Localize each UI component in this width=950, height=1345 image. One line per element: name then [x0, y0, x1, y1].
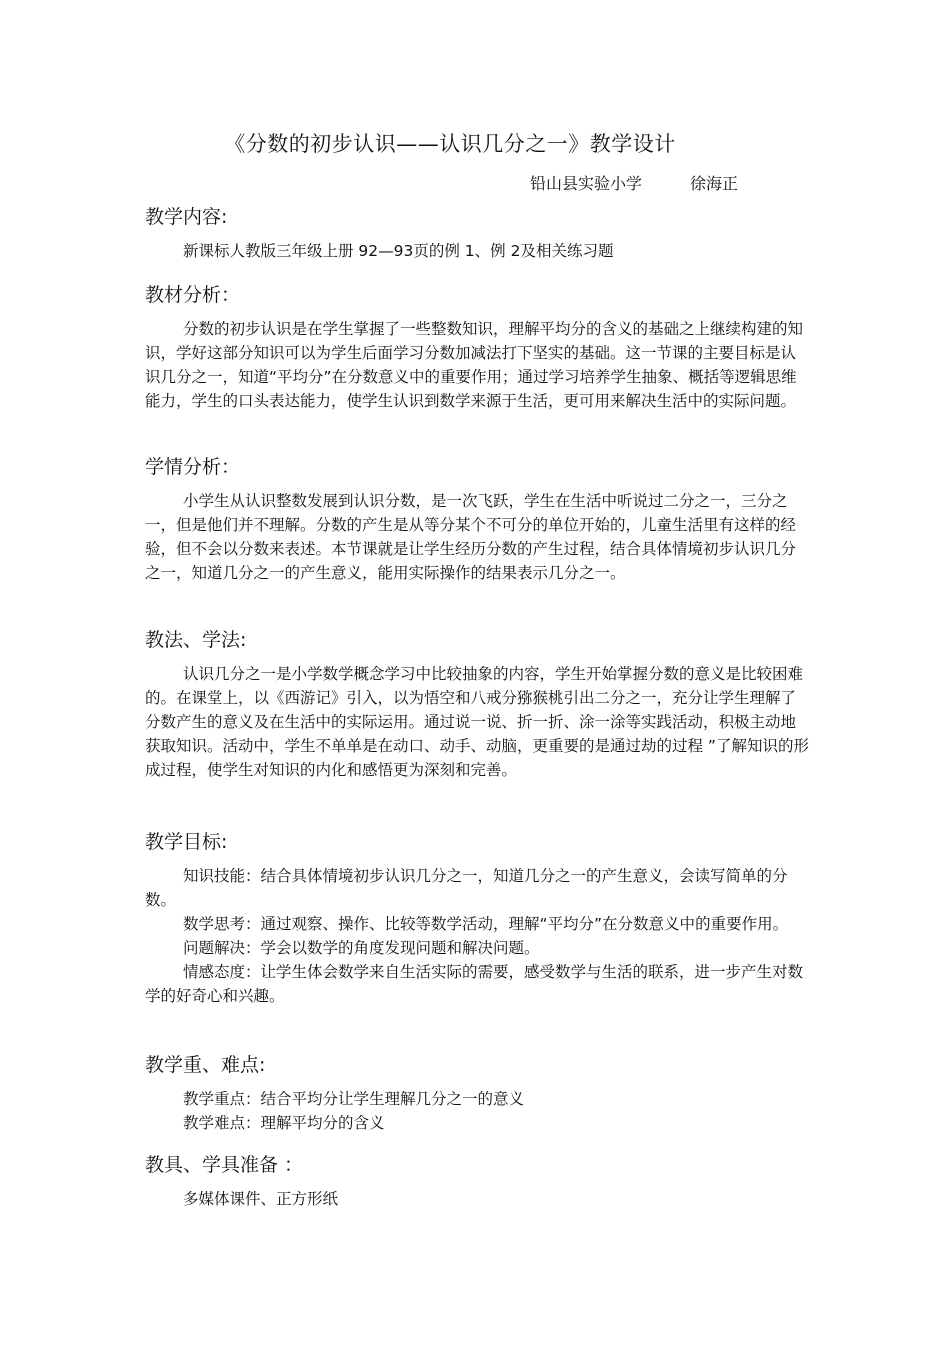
section-heading: 教学目标: [145, 831, 228, 853]
section-heading: 教学内容: [145, 206, 228, 228]
section-key-points [145, 1053, 810, 1135]
section-paragraph: 认识几分之一是小学数学概念学习中比较抽象的内容，学生开始掌握分数的意义是比较困难的。在课堂上，以《西游记》引入，以为悟空和八戒分猕猴桃引出二分之一，充分让学生理解了分数产生的意义及在生活中的实际运用。通过说一说、折一折、涂一涂等实践活动，积极主动地获取知识。活动中，学生不单单是在动口、动手、动脑，更重要的是通过劫的过程 ”了解知识的形成过程，使学生对知识的内化和感悟更为深刻和完善。 [145, 665, 809, 779]
school-name: 铅山县实验小学 [530, 174, 643, 193]
section-heading: 教材分析： [145, 284, 241, 306]
section-material-analysis [145, 283, 810, 413]
byline [530, 171, 738, 194]
key-point: 教学重点：结合平均分让学生理解几分之一的意义 [183, 1090, 525, 1108]
section-text: 新课标人教版三年级上册 92—93页的例 1、例 2及相关练习题 [183, 242, 614, 260]
section-text: 多媒体课件、正方形纸 [183, 1190, 339, 1208]
section-paragraph: 分数的初步认识是在学生掌握了一些整数知识，理解平均分的含义的基础之上继续构建的知识，学好这部分知识可以为学生后面学习分数加减法打下坚实的基础。这一节课的主要目标是认识几分之一，知道“平均分”在分数意义中的重要作用；通过学习培养学生抽象、概括等逻辑思维能力，学生的口头表达能力，使学生认识到数学来源于生活，更可用来解决生活中的实际问题。 [145, 320, 804, 410]
section-teaching-goals [145, 830, 810, 1008]
goal-item: 知识技能：结合具体情境初步认识几分之一，知道几分之一的产生意义，会读写简单的分数。 [145, 867, 788, 909]
section-paragraph: 小学生从认识整数发展到认识分数，是一次飞跃，学生在生活中听说过二分之一，三分之一，但是他们并不理解。分数的产生是从等分某个不可分的单位开始的，儿童生活里有这样的经验，但不会以分数来表述。本节课就是让学生经历分数的产生过程，结合具体情境初步认识几分之一，知道几分之一的产生意义，能用实际操作的结果表示几分之一。 [145, 492, 797, 582]
section-methods [145, 628, 810, 782]
goal-item: 问题解决：学会以数学的角度发现问题和解决问题。 [183, 939, 540, 957]
goal-item: 数学思考：通过观察、操作、比较等数学活动，理解“平均分”在分数意义中的重要作用。 [183, 915, 789, 933]
section-heading: 教法、学法: [145, 629, 247, 651]
section-preparation [145, 1153, 810, 1211]
document-title: 《分数的初步认识——认识几分之一》教学设计 [224, 132, 676, 156]
section-heading: 学情分析： [145, 456, 241, 478]
section-student-analysis [145, 455, 810, 585]
section-teaching-content [145, 205, 810, 263]
section-heading: 教具、学具准备 ： [145, 1154, 304, 1176]
goal-item: 情感态度：让学生体会数学来自生活实际的需要，感受数学与生活的联系，进一步产生对数学的好奇心和兴趣。 [145, 963, 804, 1005]
author-name: 徐海正 [690, 174, 739, 193]
difficult-point: 教学难点：理解平均分的含义 [183, 1114, 385, 1132]
section-heading: 教学重、难点: [145, 1054, 266, 1076]
